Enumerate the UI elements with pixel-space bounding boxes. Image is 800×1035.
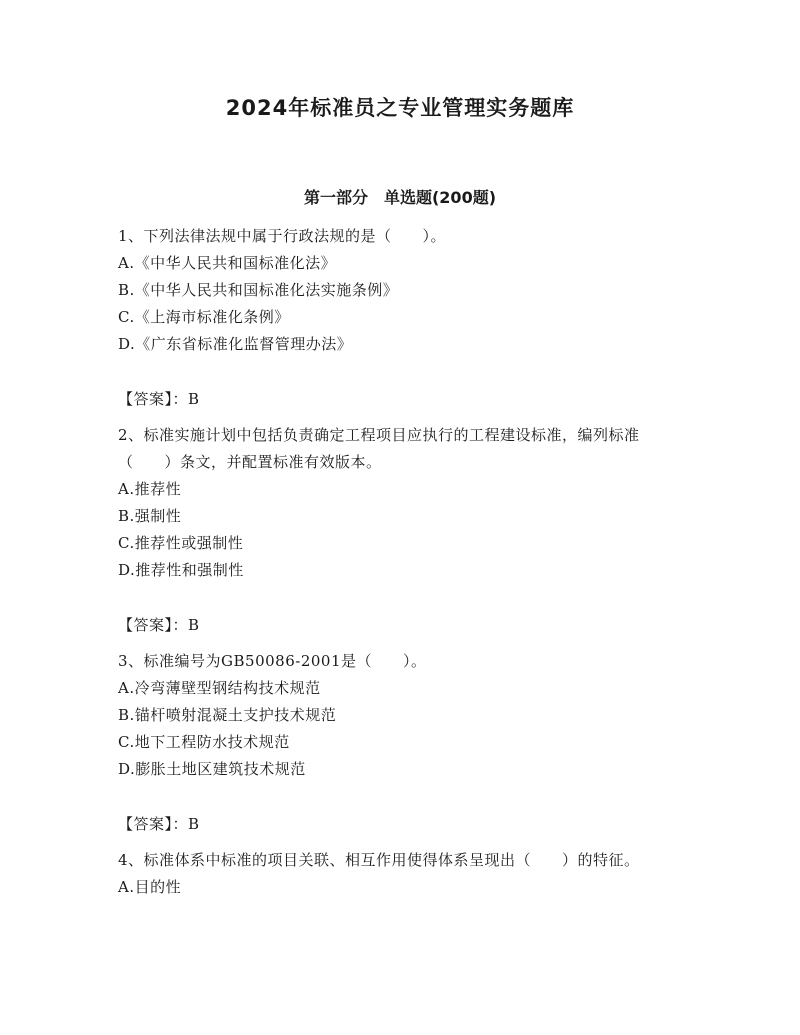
section-title: 第一部分 单选题(200题) bbox=[303, 188, 497, 207]
question-item bbox=[118, 648, 688, 838]
option-a: A.《中华人民共和国标准化法》 bbox=[118, 254, 337, 272]
option-a: A.冷弯薄壁型钢结构技术规范 bbox=[118, 679, 321, 697]
question-list bbox=[118, 223, 688, 901]
question-item bbox=[118, 422, 688, 639]
option-b: B.锚杆喷射混凝土支护技术规范 bbox=[118, 706, 337, 724]
question-stem: 1、下列法律法规中属于行政法规的是（ ）。 bbox=[118, 227, 447, 245]
option-b: B.《中华人民共和国标准化法实施条例》 bbox=[118, 281, 399, 299]
option-a: A.推荐性 bbox=[118, 480, 182, 498]
page-title: 2024年标准员之专业管理实务题库 bbox=[225, 96, 575, 120]
question-item bbox=[118, 847, 688, 901]
answer-label: 【答案】：B bbox=[118, 390, 200, 408]
option-d: D.膨胀土地区建筑技术规范 bbox=[118, 760, 306, 778]
question-stem: 3、标准编号为GB50086-2001是（ ）。 bbox=[118, 652, 427, 670]
option-c: C.《上海市标准化条例》 bbox=[118, 308, 290, 326]
question-stem: 4、标准体系中标准的项目关联、相互作用使得体系呈现出（ ）的特征。 bbox=[118, 851, 640, 869]
option-d: D.推荐性和强制性 bbox=[118, 561, 244, 579]
option-d: D.《广东省标准化监督管理办法》 bbox=[118, 335, 353, 353]
answer-label: 【答案】：B bbox=[118, 815, 200, 833]
option-b: B.强制性 bbox=[118, 507, 182, 525]
option-c: C.推荐性或强制性 bbox=[118, 534, 244, 552]
option-c: C.地下工程防水技术规范 bbox=[118, 733, 290, 751]
question-item bbox=[118, 223, 688, 413]
option-a: A.目的性 bbox=[118, 878, 182, 896]
question-stem: 2、标准实施计划中包括负责确定工程项目应执行的工程建设标准，编列标准（ ）条文，并配置标准有效版本。 bbox=[118, 426, 640, 471]
answer-label: 【答案】：B bbox=[118, 616, 200, 634]
